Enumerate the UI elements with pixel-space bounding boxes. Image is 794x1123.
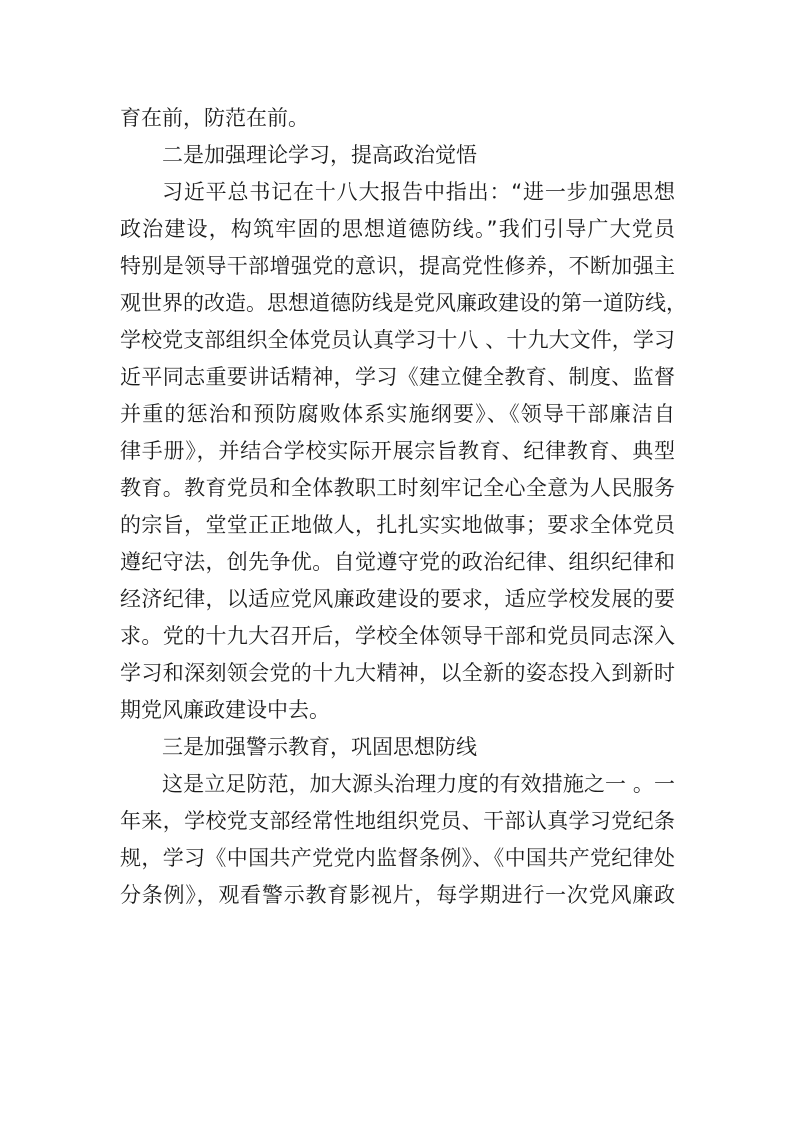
text-line: 学校党支部组织全体党员认真学习十八 、十九大文件，学习	[120, 328, 675, 352]
text-line: 求。党的十九大召开后，学校全体领导干部和党员同志深入	[120, 624, 675, 648]
text-line: 期党风廉政建设中去。	[120, 698, 330, 722]
text-line: 律手册》，并结合学校实际开展宗旨教育、纪律教育、典型	[120, 439, 675, 463]
text-line: 规，学习《中国共产党党内监督条例》、《中国共产党纪律处	[120, 846, 675, 870]
text-line: 三是加强警示教育，巩固思想防线	[162, 735, 477, 759]
text-line: 的宗旨，堂堂正正地做人，扎扎实实地做事；要求全体党员	[120, 513, 675, 537]
text-line: 年来，学校党支部经常性地组织党员、干部认真学习党纪条	[120, 809, 675, 833]
text-line: 习近平总书记在十八大报告中指出：“进一步加强思想	[162, 180, 675, 204]
document-body	[120, 100, 687, 914]
text-line: 政治建设，构筑牢固的思想道德防线。”我们引导广大党员	[120, 217, 675, 241]
text-line: 近平同志重要讲话精神，学习《建立健全教育、制度、监督	[120, 365, 675, 389]
text-line: 二是加强理论学习，提高政治觉悟	[162, 143, 477, 167]
text-line: 并重的惩治和预防腐败体系实施纲要》、《领导干部廉洁自	[120, 402, 675, 426]
text-line: 这是立足防范，加大源头治理力度的有效措施之一 。一	[162, 772, 675, 796]
text-line: 观世界的改造。思想道德防线是党风廉政建设的第一道防线，	[120, 291, 687, 315]
text-line: 教育。教育党员和全体教职工时刻牢记全心全意为人民服务	[120, 476, 675, 500]
text-line: 育在前，防范在前。	[120, 106, 309, 130]
text-line: 学习和深刻领会党的十九大精神，以全新的姿态投入到新时	[120, 661, 675, 685]
text-line: 特别是领导干部增强党的意识，提高党性修养，不断加强主	[120, 254, 675, 278]
text-line: 遵纪守法，创先争优。自觉遵守党的政治纪律、组织纪律和	[120, 550, 675, 574]
text-line: 经济纪律，以适应党风廉政建设的要求，适应学校发展的要	[120, 587, 675, 611]
text-line: 分条例》，观看警示教育影视片，每学期进行一次党风廉政	[120, 883, 675, 907]
